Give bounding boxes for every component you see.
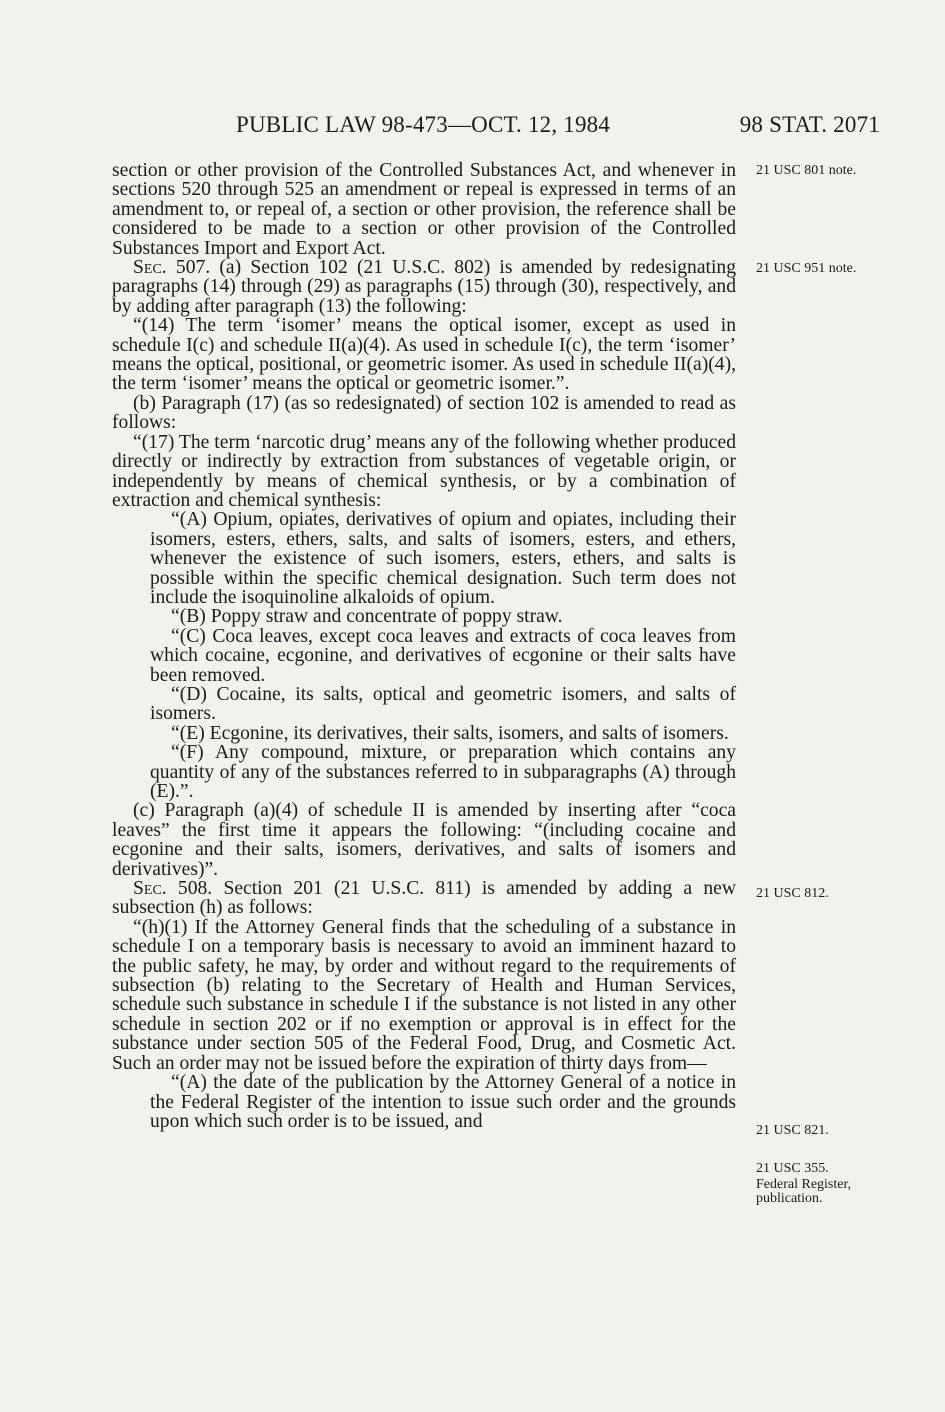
subparagraph-f: “(F) Any compound, mixture, or preparation which contains any quantity of any of the substances referred to in subparagraphs (A) through (E).”. xyxy=(150,742,736,802)
statute-text xyxy=(112,161,736,1131)
paragraph-narcotic-definition: “(17) The term ‘narcotic drug’ means any of the following whether produced directly or indirectly by extraction from substances of vegetable origin, or independently by means of chemical synthesis, or by a combination of extraction and chemical synthesis: xyxy=(112,431,736,511)
law-title: PUBLIC LAW 98-473—OCT. 12, 1984 xyxy=(236,112,611,137)
paragraph-intro: section or other provision of the Controlled Substances Act, and whenever in sections 520 through 525 an amendment or repeal is expressed in terms of an amendment to, or repeal of, a section or other provision, the reference shall be considered to be made to a section or other provision of the Controlled Substances Import and Export Act. xyxy=(112,160,736,259)
subparagraph-a: “(A) Opium, opiates, derivatives of opium and opiates, including their isomers, esters, ethers, salts, and salts of isomers, esters, and ethers, whenever the existence of such isomers, esters, ethers, and salts is possible within the specific chemical designation. Such term does not include the isoquinoline alkaloids of opium. xyxy=(150,509,736,608)
margin-note: 21 USC 821. xyxy=(756,1123,829,1138)
paragraph-sec507-b: (b) Paragraph (17) (as so redesignated) of section 102 is amended to read as follows: xyxy=(112,392,736,434)
section-label: Sec. 508. xyxy=(133,878,213,900)
statute-citation: 98 STAT. 2071 xyxy=(739,112,880,137)
page-header xyxy=(112,112,880,146)
section-label: Sec. 507. xyxy=(133,257,211,279)
subparagraph-c: “(C) Coca leaves, except coca leaves and extracts of coca leaves from which cocaine, ecgonine, and derivatives of ecgonine or their salts have been removed. xyxy=(150,625,736,686)
subparagraph-h-a: “(A) the date of the publication by the Attorney General of a notice in the Federal Register of the intention to issue such order and the grounds upon which such order is to be issued, and xyxy=(150,1072,736,1132)
margin-note: 21 USC 355. xyxy=(756,1161,829,1176)
margin-note: Federal Register, publication. xyxy=(756,1177,852,1206)
paragraph-sec507-a: Sec. 507. (a) Section 102 (21 U.S.C. 802) is amended by redesignating paragraphs (14) through (29) as paragraphs (15) through (30), respectively, and by adding after paragraph (13) the following: xyxy=(112,257,736,317)
paragraph-subsection-h1: “(h)(1) If the Attorney General finds that the scheduling of a substance in schedule I on a temporary basis is necessary to avoid an imminent hazard to the public safety, he may, by order and without regard to the requirements of subsection (b) relating to the Secretary of Health and Human Services, schedule such substance in schedule I if the substance is not listed in any other schedule in section 202 or if no exemption or approval is in effect for the substance under section 505 of the Federal Food, Drug, and Cosmetic Act. Such an order may not be issued before the expiration of thirty days from— xyxy=(112,916,736,1074)
subparagraph-b: “(B) Poppy straw and concentrate of poppy straw. xyxy=(171,606,563,628)
margin-note: 21 USC 812. xyxy=(756,886,829,901)
margin-note: 21 USC 801 note. xyxy=(756,163,857,178)
margin-note: 21 USC 951 note. xyxy=(756,261,857,276)
subparagraph-e: “(E) Ecgonine, its derivatives, their salts, isomers, and salts of isomers. xyxy=(171,722,729,744)
paragraph-sec507-c: (c) Paragraph (a)(4) of schedule II is amended by inserting after “coca leaves” the first time it appears the following: “(including cocaine and ecgonine and their salts, isomers, derivatives, and salts of isomers and derivatives)”. xyxy=(112,800,736,880)
paragraph-sec508: Sec. 508. Section 201 (21 U.S.C. 811) is amended by adding a new subsection (h) as follows: xyxy=(112,878,736,919)
subparagraph-d: “(D) Cocaine, its salts, optical and geometric isomers, and salts of isomers. xyxy=(150,683,736,725)
paragraph-isomer-definition: “(14) The term ‘isomer’ means the optical isomer, except as used in schedule I(c) and schedule II(a)(4). As used in schedule I(c), the term ‘isomer’ means the optical, positional, or geometric isomer. As used in schedule II(a)(4), the term ‘isomer’ means the optical or geometric isomer.”. xyxy=(112,315,736,395)
